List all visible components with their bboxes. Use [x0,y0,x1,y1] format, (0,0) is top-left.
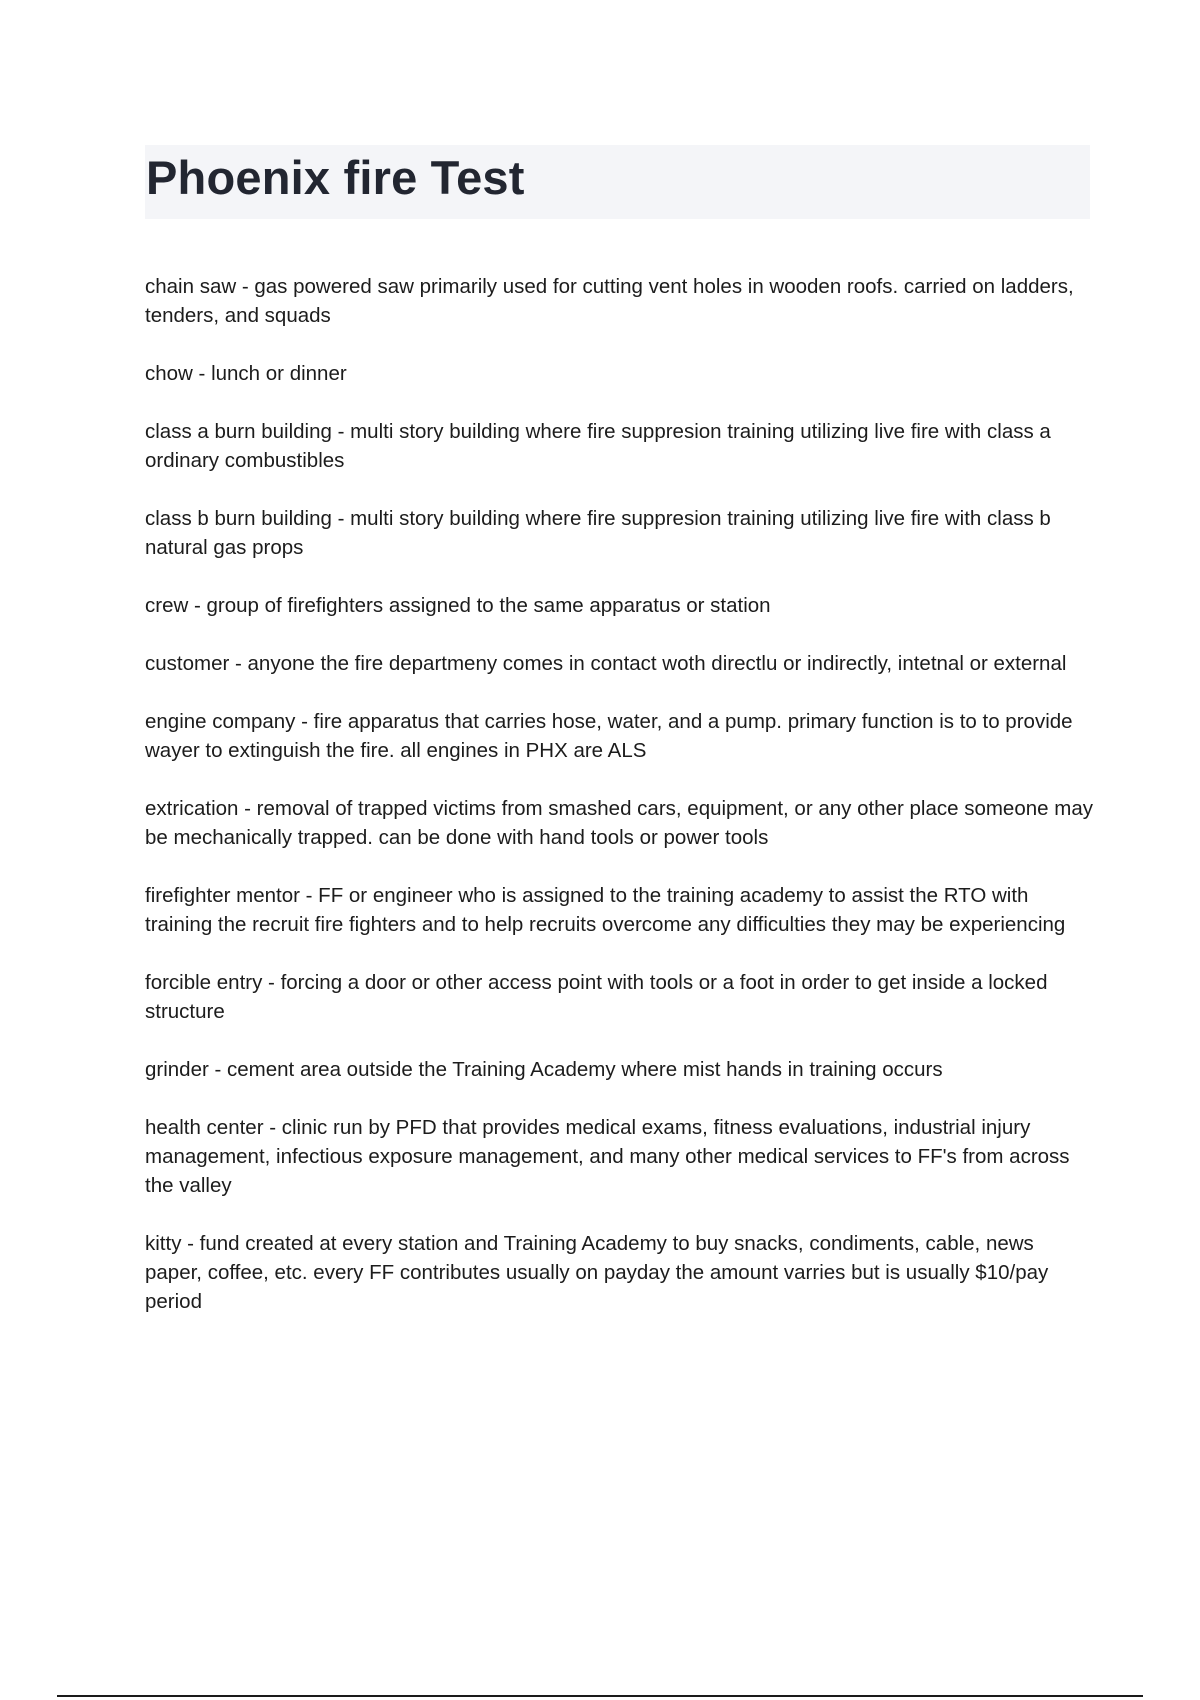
glossary-entry: forcible entry - forcing a door or other access point with tools or a foot in order to get inside a locked structure [145,971,1048,1023]
footer-divider [57,1695,1143,1697]
glossary-entry: health center - clinic run by PFD that provides medical exams, fitness evaluations, industrial injury management, infectious exposure management, and many other medical services to FF's from across the valley [145,1116,1070,1197]
glossary-entry: grinder - cement area outside the Training Academy where mist hands in training occurs [145,1058,943,1081]
glossary-entry: crew - group of firefighters assigned to the same apparatus or station [145,594,771,617]
title-banner [145,145,1090,219]
glossary-entry: customer - anyone the fire departmeny comes in contact woth directlu or indirectly, intetnal or external [145,652,1067,675]
glossary-list [145,272,1095,1345]
glossary-entry: kitty - fund created at every station and Training Academy to buy snacks, condiments, cable, news paper, coffee, etc. every FF contributes usually on payday the amount varries but is usually $10/pay period [145,1232,1049,1313]
glossary-entry: firefighter mentor - FF or engineer who is assigned to the training academy to assist the RTO with training the recruit fire fighters and to help recruits overcome any difficulties they may be experiencing [145,884,1066,936]
page-title: Phoenix fire Test [146,151,525,204]
glossary-entry: engine company - fire apparatus that carries hose, water, and a pump. primary function is to to provide wayer to extinguish the fire. all engines in PHX are ALS [145,710,1073,762]
glossary-entry: chain saw - gas powered saw primarily used for cutting vent holes in wooden roofs. carried on ladders, tenders, and squads [145,275,1074,327]
glossary-entry: extrication - removal of trapped victims from smashed cars, equipment, or any other place someone may be mechanically trapped. can be done with hand tools or power tools [145,797,1093,849]
glossary-entry: class a burn building - multi story building where fire suppresion training utilizing live fire with class a ordinary combustibles [145,420,1051,472]
glossary-entry: class b burn building - multi story building where fire suppresion training utilizing live fire with class b natural gas props [145,507,1051,559]
glossary-entry: chow - lunch or dinner [145,362,347,385]
